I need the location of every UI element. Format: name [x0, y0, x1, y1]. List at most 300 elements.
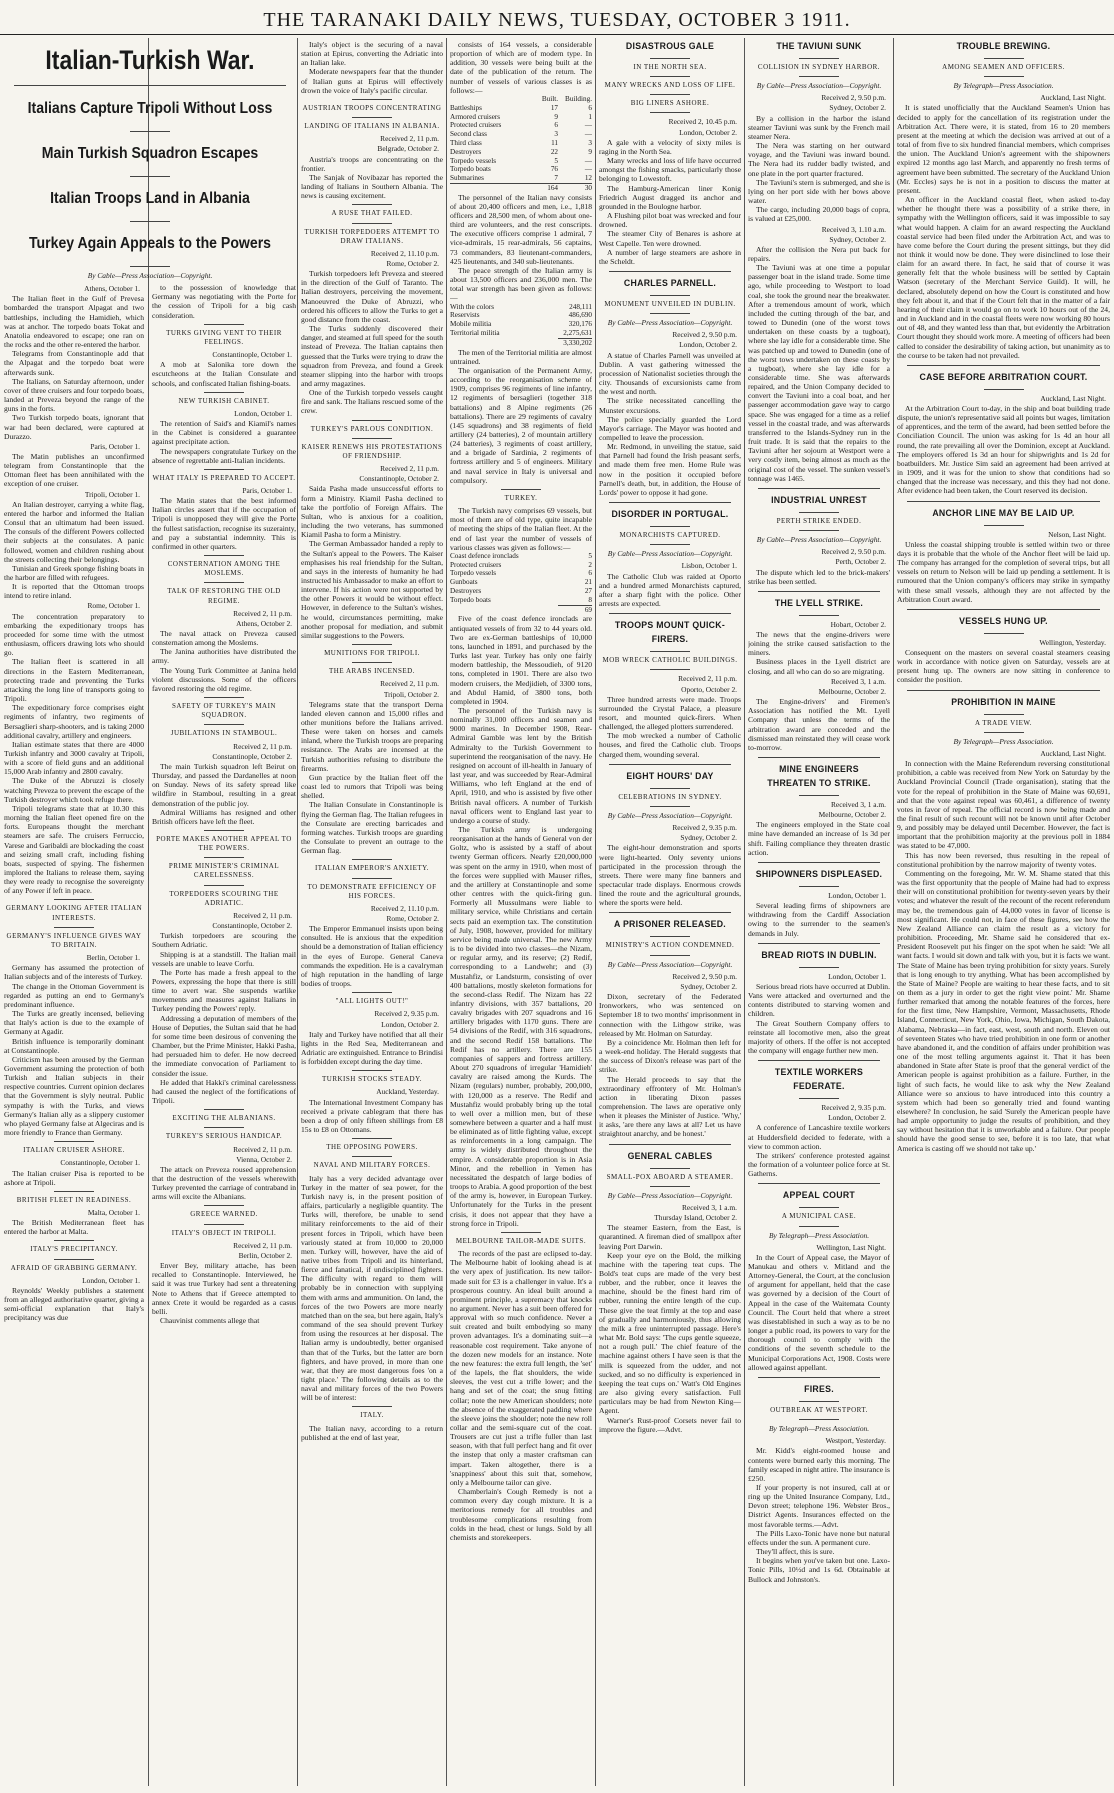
divider	[907, 609, 1100, 610]
dateline: London, October 2.	[828, 1113, 886, 1123]
paragraph: The main Turkish squadron left Beirut on Thursday, and passed the Dardanelles at noon on Sunday. News of its safety spread like wildfire in Stamboul, resulting in a great demonstration of the public joy.	[152, 761, 296, 808]
paragraph: The personnel of the Italian navy consists of about 20,400 officers and men, i.e., 1,818 officers and 28,500 men, of whom about one-third are volunteers, and the rest conscripts. The executive officers comprise 1 admiral, 7 vice-admirals, 15 rear-admirals, 56 captains, 73 commanders, 83 lieutenant-commanders, 425 lieutenants, and 340 sub-lieutenants.	[450, 192, 592, 266]
divider	[130, 266, 170, 267]
divider	[650, 806, 690, 807]
paragraph: The news that the engine-drivers were joining the strike caused satisfaction to the miners.	[748, 629, 890, 658]
byline: By Cable—Press Association—Copyright.	[607, 318, 733, 328]
paragraph: The Young Turk Committee at Janina held violent discussions. Some of the officers favored restoring the old regime.	[152, 665, 296, 693]
paragraph: The Taviuni was at one time a popular passenger boat in the island trade. Some time ago, while proceeding to Westport to load coal, she took the ground near the breakwater. After a tremendous amount of work, which included the cutting through of the bar, and towed to Dunedin (one of the worst tows undertaken on these coasts by a tugboat), where she lay idle for a considerable time. She was patched up and towed to Dunedin (one of the worst tows undertaken on these coasts by a tugboat), where she lay idle for a considerable time. She was afterwards repaired, and the Union Company decided to convert the Taviuni into a coal boat, and her passenger accommodation gave way to cargo space. She was engaged for a time as a relief vessel in the coastal trade, and was afterwards transferred to the Islands-Sydney run in the fruit trade. It is said that the repairs to the Taviuni after her sojourn at Westport were a very costly item, being almost as much as the original cost of the vessel. The sunken vessel's tonnage was 1465.	[748, 263, 890, 483]
dateline: Melbourne, October 2.	[818, 810, 886, 820]
table-cell: 7	[554, 174, 558, 183]
table-cell: Second class	[450, 130, 487, 139]
divider	[54, 1259, 94, 1260]
table-header	[450, 95, 592, 104]
dateline: Received 2, 11 p.m.	[233, 910, 292, 920]
table-row	[450, 311, 592, 320]
paragraph: The dispute which led to the brick-makers' strike has been settled.	[748, 567, 890, 586]
table-row	[450, 130, 592, 139]
paragraph: Criticism has been aroused by the German Government assuming the protection of both Turkish and Italian subjects in their respective countries. Current opinion declares that the Government is slyly neutral. Public sympathy is with the Turks, and views Germany's Italian ally as a slippery customer who played Germany false at Algeciras and is more friendly to France than Germany.	[4, 1054, 144, 1138]
paragraph: consists of 164 vessels, a considerable proportion of which are of modern type. In addition, 30 vessels were being built at the date of the publication of the return. The number of vessels of various classes is as follows:—	[450, 40, 592, 95]
section-subheadline: KAISER RENEWS HIS PROTESTATIONS OF FRIENDSHIP.	[301, 442, 443, 460]
section-subheadline: PERTH STRIKE ENDED.	[776, 516, 862, 525]
paragraph: The Engine-drivers' and Firemen's Association has notified the Mt. Lyell Company that unless the terms of the arbitration award are conceded and the dismissed man reinstated they will cease work to-morrow.	[748, 697, 890, 752]
table-cell: Torpedo boats	[450, 165, 491, 174]
section-subheadline: SMALL-POX ABOARD A STEAMER.	[606, 1172, 734, 1181]
section-headline: TURKISH STOCKS STEADY.	[321, 1075, 422, 1084]
paragraph: Shipping is at a standstill. The Italian mail vessels are unable to leave Corfu.	[152, 949, 296, 968]
paragraph: The strike necessitated cancelling the Munster excursions.	[599, 396, 741, 415]
section-subheadline: LANDING OF ITALIANS IN ALBANIA.	[304, 122, 440, 131]
table-cell: 6	[588, 103, 592, 112]
divider	[609, 912, 731, 913]
dateline: Thursday Island, October 2.	[654, 1213, 737, 1223]
section-headline: A RUSE THAT FAILED.	[331, 209, 413, 218]
section-headline: DISORDER IN PORTUGAL.	[611, 509, 729, 521]
paragraph: The Sanjak of Novibazar has reported the landing of Italians in Southern Albania. The news is causing excitement.	[301, 172, 443, 201]
paragraph: It begins when you've taken but one. Laxo-Tonic Pills, 10½d and 1s 6d. Obtainable at Bullock and Johnston's.	[748, 1556, 890, 1584]
dateline: Tripoli, October 2.	[383, 689, 439, 699]
divider	[609, 502, 731, 503]
column-6-body	[748, 40, 890, 1584]
section-subheadline: TALK OF RESTORING THE OLD REGIME.	[167, 587, 281, 605]
dateline: Auckland, Last Night.	[1040, 748, 1106, 758]
paragraph: A statue of Charles Parnell was unveiled at Dublin. A vast gathering witnessed the procession of Nationalist societies through the city. Thousands of excursionists came from the west and north.	[599, 350, 741, 397]
divider	[650, 295, 690, 296]
paragraph: The Turkish army is undergoing reorganisation at the hands of General von der Goltz, who is assisted by a staff of about twenty German officers. Nearly £20,000,000 was spent on the army in 1910, when most of the forces were supplied with Mauser rifles, and the artillery at Constantinople and some other centres with the quick-firing gun. Formerly all Mussulmans were liable to military service, while Christians and certain sects paid an exemption tax. The constitution of July, 1908, however, provided for military service being made universal. The new Army is to be divided into two classes—the Nizam, or regular army, and its reserve; (2) Redif, corresponding to a Landwehr; and (3) Mustahfiz, or Landsturm, consisting of over 400 battalions, mostly skeleton formations for the second-class Redif. The Nizam has 22 infantry divisions, with 357 battalions, 20 cavalry brigades with 207 squadrons and 16 artillery brigades with 1170 guns. There are 54 divisions of the Redif, with 316 squadrons, and the second Redif 158 battalions. The Redif has no artillery. There are 155 companies of sappers and fortress artillery. About 270 squadrons of irregular 'Hamidieh' cavalry are raised among the Kurds. The Nizam (regulars) number, probably, 200,000, with 120,000 as a reserve. The Redif and Mustahfiz would probably bring up the total to well over a million men, but of these somewhere between a quarter and a half must be eliminated as of little fighting value, except as reinforcements in a long campaign. The army is widely distributed throughout the empire. A considerable proportion is in Asia Minor, and the rebellion in Yemen has necessitated the despatch of large bodies of troops to Arabia. A good proportion of the best of the army is, however, in European Turkey. Unfortunately for the Turks in the present crisis, it does not appear that they have a strong force in Tripoli.	[450, 825, 592, 1228]
table-cell: Torpedo vessels	[450, 569, 497, 578]
table-cell: Destroyers	[450, 587, 482, 596]
table-total-cell: 69	[558, 605, 592, 614]
section-subheadline: AFRAID OF GRABBING GERMANY.	[10, 1263, 138, 1272]
table-row	[450, 569, 592, 578]
divider	[352, 1070, 392, 1071]
dateline: Received 2, 9.50 p.m.	[672, 971, 737, 981]
table-row	[450, 174, 592, 183]
dateline: Paris, October 1.	[90, 441, 140, 451]
paragraph: Mr. Redmond, in unveiling the statue, said that Parnell had found the Irish peasant serfs, and made them free men. Home Rule was now in the position it occupied before Parnell's death, but, in addition, the House of Lords' power to oppose it had gone.	[599, 442, 741, 497]
section-headline: CONSTERNATION AMONG THE MOSLEMS.	[167, 560, 281, 578]
divider	[352, 1406, 392, 1407]
table-cell: 17	[550, 103, 558, 112]
dateline: Auckland, Last Night.	[1040, 393, 1106, 403]
table-row	[450, 165, 592, 174]
paragraph: The Herald proceeds to say that the extraordinary effrontery of Mr. Holman's action in liberating Dixon passes comprehension. The laws are operative only when it pleases the Minister of Justice. 'Why,' it asks, 'are there any laws at all? Let us have straightout anarchy, and be honest.'	[599, 1074, 741, 1139]
paragraph: Enver Bey, military attache, has been recalled to Constantinople. Interviewed, he said it was true Turkey had sent a threatening Note to Athens that if Greece attempted to annex Crete it would be regarded as a casus belli.	[152, 1261, 296, 1316]
table-cell: Reservists	[450, 311, 480, 320]
section-subheadline: BIG LINERS ASHORE.	[630, 99, 710, 108]
section-headline: EXCITING THE ALBANIANS.	[172, 1114, 276, 1123]
dateline: Auckland, Last Night.	[1040, 93, 1106, 103]
divider	[799, 967, 839, 968]
paragraph: He added that Hakki's criminal carelessness had caused the neglect of the fortifications of Tripoli.	[152, 1077, 296, 1106]
table-cell: Submarines	[450, 174, 484, 183]
table-cell: 248,111	[569, 302, 592, 311]
section-headline: THE TAVIUNI SUNK	[776, 41, 862, 52]
section-subheadline: AMONG SEAMEN AND OFFICERS.	[942, 63, 1065, 71]
paragraph: The Taviuni's stern is submerged, and she is lying on her port side with her bows above water.	[748, 177, 890, 206]
table-cell: 9	[588, 147, 592, 156]
paragraph: Five of the coast defence ironclads are antiquated vessels of from 32 to 44 years old. Two are ex-German battleships of 10,000 tons, launched in 1891, and purchased by the Turks last year. Turkey has only one fairly modern battleship, the Messoudieh, of 9120 tons, completed in 1901. There are also two modern cruisers, the Medjidieh, of 3300 tons, and Abdul Hamid, of 3800 tons, both completed in 1904.	[450, 614, 592, 706]
section-headline: TORPEDOERS SCOURING THE ADRIATIC.	[169, 889, 279, 907]
table-row	[450, 320, 592, 329]
section-subheadline: GERMANY'S INFLUENCE GIVES WAY TO BRITAIN.	[6, 931, 142, 949]
column-1-split	[4, 283, 296, 1325]
dateline: Constantinople, October 1.	[212, 350, 292, 360]
section-headline: CASE BEFORE ARBITRATION COURT.	[919, 371, 1088, 383]
section-headline: FIRES.	[804, 1383, 834, 1395]
paragraph: The Emperor Emmanuel insists upon being consulted. He is anxious that the expedition should be a demonstration of Italian efficiency in the eyes of Europe. General Caneva commands the expedition. He is a cavalryman of high reputation in the handling of large bodies of troops.	[301, 924, 443, 989]
divider	[799, 76, 839, 77]
table-cell: Mobile militia	[450, 320, 492, 329]
dateline: London, October 1.	[828, 971, 886, 981]
table-total-cell: 3,330,202	[558, 338, 592, 347]
paragraph: Mr. Kidd's eight-roomed house and contents were burned early this morning. The family escaped in night attire. The insurance is £250.	[748, 1446, 890, 1483]
table-row	[450, 596, 592, 605]
divider	[204, 1127, 244, 1128]
divider	[650, 544, 690, 545]
paragraph: A number of large steamers are ashore in the Scheldt.	[599, 247, 741, 266]
divider	[352, 438, 392, 439]
divider	[130, 221, 170, 222]
paragraph: The Janina authorities have distributed the army.	[152, 647, 296, 666]
dateline: Received 2, 9.35 p.m.	[374, 1009, 439, 1019]
table-total-cell: 30	[558, 183, 592, 192]
paragraph: Italy's object is the securing of a naval station at Epirus, converting the Adriatic into an Italian lake.	[301, 40, 443, 68]
paragraph: Reynolds' Weekly publishes a statement from an alleged authoritative quarter, giving a semi-official explanation that Italy's precipitancy was due	[4, 1285, 144, 1323]
paragraph: The Italian fleet in the Gulf of Prevesa bombarded the transport Alpagat and two battleships, including the Hamidieh, which was at anchor. The torpedo boats Tokat and Anatolia endeavored to escape; one ran on the rocks and the other re-entered the harbor.	[4, 294, 144, 350]
section-subheadline: THE ARABS INCENSED.	[329, 667, 415, 676]
divider	[907, 690, 1100, 691]
paragraph: This has now been reversed, thus resulting in the repeal of constitutional prohibition by the narrow majority of twenty votes.	[897, 850, 1110, 869]
dateline: Malta, October 1.	[87, 1208, 140, 1217]
paragraph: Saida Pasha made unsuccessful efforts to form a Ministry. Kiamil Pasha declined to take the portfolio of Foreign Affairs. The Sultan, who is anxious for a coalition, including the two veterans, has summoned Kiamil Pasha to form a Ministry.	[301, 484, 443, 540]
table-cell: 21	[584, 578, 592, 587]
divider	[758, 943, 880, 944]
column-5	[599, 40, 741, 1770]
dateline: Received 2, 11.10 p.m.	[370, 903, 439, 913]
divider	[352, 223, 392, 224]
divider	[352, 992, 392, 993]
paragraph: The Catholic Club was raided at Oporto and a hundred armed Monarchists captured, after a sharp fight with the police. Other arrests are expected.	[599, 571, 741, 609]
table-total-cell	[450, 183, 524, 192]
dateline: Belgrade, October 2.	[377, 144, 439, 154]
divider	[907, 365, 1100, 366]
dateline: Sydney, October 2.	[680, 833, 737, 843]
paragraph: The concentration preparatory to embarking the expeditionary troops has proceeded for some time with the utmost enthusiasm, officers drawing lots who should go.	[4, 611, 144, 658]
dateline: London, October 1.	[828, 890, 886, 900]
dateline: Berlin, October 2.	[238, 1250, 292, 1260]
table-row	[450, 139, 592, 148]
divider	[758, 1060, 880, 1061]
divider	[799, 1419, 839, 1420]
dateline: Received 2, 9.50 p.m.	[672, 330, 737, 340]
paragraph: Dixon, secretary of the Federated Ironworkers, who was sentenced on September 18 to two months' imprisonment in connection with the Lithgow strike, was released by Mr. Holman on Saturday.	[599, 992, 741, 1038]
section-headline: ITALIAN EMPEROR'S ANXIETY.	[314, 864, 430, 873]
table-cell: Protected cruisers	[450, 560, 502, 569]
section-headline: MELBOURNE TAILOR-MADE SUITS.	[455, 1236, 587, 1245]
paragraph: Austria's troops are concentrating on the frontier.	[301, 154, 443, 173]
column-4	[450, 40, 592, 1770]
paragraph: Italy has a very decided advantage over Turkey in the matter of sea power, for the Turkish navy is, in the present position of affairs, particularly a negligible quantity. The Turks will, therefore, be unable to send military reinforcements to the aid of their present forces in Tripoli, which have been variously stated at from 10,000 to 20,000 men. Turkey will, however, have the aid of native tribes from Tripoli and its hinterland, fierce and fanatical, if undisciplined fighters. The difficulty with regard to them will probably be in connection with supplying them with arms and ammunition. On land, the forces of the two Powers are more nearly matched than on the sea, but here again, Italy's command of the sea should prevent Turkey from using the resources at her disposal. The Italian army is undoubtedly, better organised than that of the Turks, but the latter are born fighters, and have proved, in more than one war, that they are most dangerous foes 'on a tight place.' The following details as to the naval and military forces of the two Powers will be of interest:	[301, 1173, 443, 1403]
paragraph: Addressing a deputation of members of the House of Deputies, the Sultan said that he had for some time been desirous of convening the Chamber, but the Prime Minister, Hakki Pasha, had persuaded him to defer. He now decreed the immediate convocation of Parliament to consider the issue.	[152, 1013, 296, 1078]
section-headline: ITALY'S PRECIPITANCY.	[30, 1245, 118, 1254]
paragraph: The personnel of the Turkish navy is nominally 31,000 officers and seamen and 9000 marines. In December 1908, Rear-Admiral Gamble was lent by the British Admiralty to the Turkish Government to superintend the reorganisation of the navy. He resigned on account of ill-health in January of last year, and was succeeded by Rear-Admiral Williams, who left England at the end of April, 1910, and who is assisted by five other British naval officers. A number of Turkish naval officers went to England last year to undergo a course of study.	[450, 705, 592, 825]
table-total-row	[450, 183, 592, 192]
paragraph: Three hundred arrests were made. Troops surrounded the Crystal Palace, a pleasure resort, and mounted quick-firers. When challenged, the alleged plotters surrendered.	[599, 694, 741, 732]
paragraph: Admiral Williams has resigned and other British officers have left the fleet.	[152, 807, 296, 826]
data-table	[450, 303, 592, 348]
table-cell: 3	[554, 130, 558, 139]
table-cell: —	[584, 130, 592, 139]
section-subheadline: COLLISION IN SYDNEY HARBOR.	[757, 63, 881, 71]
divider	[907, 501, 1100, 502]
byline: By Telegraph—Press Association.	[768, 1230, 870, 1240]
dateline: Received 2, 10.45 p.m.	[668, 117, 737, 127]
dateline: Received 3, 1 a.m.	[681, 1202, 737, 1212]
paragraph: Several leading firms of shipowners are withdrawing from the Cardiff Association owing to the surrender to the seamen's demands in July.	[748, 901, 890, 938]
dateline: Received 2, 11 p.m.	[233, 1240, 292, 1250]
divider	[799, 615, 839, 616]
divider	[54, 1240, 94, 1241]
column-rule	[893, 38, 894, 1786]
divider	[204, 857, 244, 858]
paragraph: Turkish torpedoers are scouring the Southern Adriatic.	[152, 931, 296, 950]
paragraph: The expeditionary force comprises eight regiments of infantry, two regiments of Bersaglieri sharp-shooters, and is taking 2000 additional cavalry, artillery and engineers.	[4, 703, 144, 740]
section-headline: TURKEY.	[504, 493, 538, 502]
table-cell: 1	[588, 112, 592, 121]
divider	[352, 204, 392, 205]
dateline: Constantinople, October 2.	[212, 751, 292, 761]
dateline: Received 2, 9.35 p.m.	[821, 1103, 886, 1113]
dateline: London, October 2.	[679, 340, 737, 350]
paragraph: The Turkish navy comprises 69 vessels, but most of them are of old type, quite incapable of meeting the ships of the Italian fleet. At the end of last year the number of vessels of various classes was given as follows:—	[450, 506, 592, 552]
section-headline: BREAD RIOTS IN DUBLIN.	[761, 949, 877, 961]
paragraph: The organisation of the Permanent Army, according to the reorganisation scheme of 1909, comprises 96 regiments of line infantry, 12 regiments of bersaglieri (together 318 battalions) and 8 Alpine regiments (26 battalions). There are 29 regiments of cavalry (145 squadrons) and 38 regiments of field artillery (24 batteries), 2 of mountain artillery (24 batteries), 3 regiments of coast artillery, and a brigade of Sardinia, 2 regiments of fortress artillery and 5 of engineers. Military and naval service in Italy is universal and compulsory.	[450, 365, 592, 485]
section-subheadline: A TRADE VIEW.	[974, 718, 1033, 727]
paragraph: The naval attack on Preveza caused consternation among the Moslems.	[152, 629, 296, 648]
divider	[54, 927, 94, 928]
table-cell: —	[584, 156, 592, 165]
table-cell: Protected cruisers	[450, 121, 502, 130]
divider	[758, 1183, 880, 1184]
dateline: Oporto, October 2.	[681, 684, 737, 694]
paragraph: The attack on Preveza roused apprehension that the destruction of the vessels wherewith Turkey prevented the carriage of contraband in arms will excite the Albanians.	[152, 1164, 296, 1202]
paragraph: The Nera was starting on her outward voyage, and the Taviuni was inward bound. The Nera had its rudder badly twisted, and one plate in the port quarter fractured.	[748, 141, 890, 178]
table-row	[450, 104, 592, 113]
divider	[204, 830, 244, 831]
paragraph: Many wrecks and loss of life have occurred amongst the fishing smacks, particularly those belonging to Lowestoft.	[599, 156, 741, 184]
divider	[204, 555, 244, 556]
table-cell: 22	[550, 147, 558, 156]
section-headline: VESSELS HUNG UP.	[959, 615, 1048, 627]
dateline: Wellington, Yesterday.	[1039, 637, 1106, 647]
divider	[650, 526, 690, 527]
byline: By Cable—Press Association—Copyright.	[607, 959, 733, 969]
section-headline: ANCHOR LINE MAY BE LAID UP.	[932, 507, 1075, 519]
section-headline: NEW TURKISH CABINET.	[178, 396, 270, 405]
section-headline: TEXTILE WORKERS FEDERATE.	[774, 1067, 864, 1093]
paragraph: One of the Turkish torpedo vessels caught fire and sank. The Italians rescued some of the crew.	[301, 388, 443, 416]
dateline: Melbourne, October 2.	[818, 686, 886, 696]
paragraph: The Matin states that the best informed Italian circles assert that if the occupation of Tripoli is unopposed they will give the Porte the fullest satisfaction, recognise its suzerainty, and pay a substantial indemnity. This is confirmed in other quarters.	[152, 496, 296, 551]
section-subheadline: TURKISH TORPEDOERS ATTEMPT TO DRAW ITALIANS.	[304, 227, 440, 245]
dateline: Constantinople, October 1.	[60, 1158, 140, 1168]
section-headline: SAFETY OF TURKEY'S MAIN SQUADRON.	[172, 702, 276, 720]
paragraph: Germany has assumed the protection of Italian subjects and of the interests of Turkey.	[4, 963, 144, 982]
divider	[758, 591, 880, 592]
table-cell: Torpedo boats	[450, 596, 491, 605]
table-cell: 8	[588, 595, 592, 604]
column-4-body	[450, 40, 592, 1542]
paragraph: The cargo, including 20,000 bags of copra, is valued at £25,000.	[748, 205, 890, 224]
dateline: Tripoli, October 1.	[84, 489, 140, 499]
divider	[204, 324, 244, 325]
divider	[609, 1144, 731, 1145]
divider	[758, 488, 880, 489]
table-header-cell: Building.	[565, 94, 592, 103]
dateline: Received 2, 11 p.m.	[380, 679, 439, 689]
paragraph: The men of the Territorial militia are almost untrained.	[450, 347, 592, 366]
table-cell: —	[584, 165, 592, 174]
table-cell: Territorial militia	[450, 329, 500, 338]
paragraph: The Italian Consulate in Constantinople is flying the German flag. The Italian refugees in the Consulate are erecting barricades and forming watches. Turkish troops are guarding the Consulate to prevent an outrage to the German flag.	[301, 800, 443, 856]
dateline: Rome, October 1.	[87, 601, 140, 611]
paragraph: The Italian navy, according to a return published at the end of last year,	[301, 1423, 443, 1442]
table-row	[450, 121, 592, 130]
dateline: Lisbon, October 1.	[681, 561, 737, 571]
section-headline: MUNITIONS FOR TRIPOLI.	[324, 649, 420, 658]
table-cell: 5	[588, 551, 592, 560]
divider	[799, 1098, 839, 1099]
paragraph: By a coincidence Mr. Holman then left for a week-end holiday. The Herald suggests that the success of Dixon's release was part of the strike.	[599, 1037, 741, 1075]
section-headline: INDUSTRIAL UNREST	[771, 494, 867, 506]
table-cell: 486,690	[568, 311, 592, 320]
divider	[799, 886, 839, 887]
paragraph: Turkish torpedoers left Preveza and steered in the direction of the Gulf of Taranto. The Italian destroyers, perceiving the movement, Manoeuvred the Duke of Abruzzi, who ordered his officers to allow the Turks to get a good distance from the coast.	[301, 269, 443, 324]
dateline: Hobart, October 2.	[830, 619, 886, 629]
table-total-label	[450, 605, 558, 614]
dateline: Received 2, 11 p.m.	[233, 1144, 292, 1154]
paragraph: Commenting on the foregoing, Mr. W. M. Shame stated that this was the first opportunity that the people of Maine had had to express their will on constitutional prohibition for twenty-seven years by their votes; and whatever the result of the recount of the recent referendum may be, the tremendous gain of 44,000 votes in favor of license is most significant. He could not, in face of these figures, see how the New Zealand Alliance can claim the result as a victory for prohibition. Proceeding, Mr. Shame said he considered that ex-President Roosevelt put his finger on the spot when he said: 'We all want facts. I would sit down and talk with you, but it is facts we want. The State of Maine has been trying prohibition for sixty years. Surely that is long enough to try anything. What has been accomplished by the State of Maine? People are waiting to hear these facts, and to sit on them as a jury in order to get the right view point.' Mr. Shame further remarked that among the notable features of the forces, here for the first time, New Hampshire, Vermont, Massachusetts, Rhode Island, Connecticut, New York, Ohio, Iowa, Michigan, South Dakota, Alabama, Nebraska—in fact, east, west, south and north. Eleven out of seventeen States who have tried prohibition in one form or another have abandoned it, and the condition of affairs under prohibition was one of the most telling arguments against it. That it has been abandoned in State after State is proof that the general verdict of the American people is against prohibition as a failure. Further, in the light of such facts, he would like to ask why the New Zealand Alliance were so anxious to have introduced into this country a system which had been so generally tried and found wanting elsewhere? In conclusion, he said 'Surely the American people have had ample opportunity to judge the results of prohibition, and they say without hesitation that it is unworkable and a failure. Our people should have the good sense to see, before it is too late, that what America is casting off we should not take up.'	[897, 868, 1110, 1153]
paragraph: The Porte has made a fresh appeal to the Powers, expressing the hope that there is still time to avert war. She suspends warlike movements and measures against Italians in Turkey pending the Powers' reply.	[152, 967, 296, 1014]
table-cell: 2	[588, 560, 592, 569]
divider	[650, 1168, 690, 1169]
dateline: London, October 1.	[234, 408, 292, 418]
table-row	[450, 148, 592, 157]
table-row	[450, 329, 592, 338]
divider	[799, 530, 839, 531]
table-row	[450, 578, 592, 587]
table-cell: —	[584, 121, 592, 130]
table-cell: 12	[584, 174, 592, 183]
dateline: Received 2, 11 p.m.	[233, 741, 292, 751]
byline: By Cable—Press Association—Copyright.	[607, 1190, 733, 1200]
divider	[758, 1377, 880, 1378]
divider	[54, 1141, 94, 1142]
paragraph: Consequent on the masters on several coastal steamers ceasing work in accordance with notice given on Saturday, vessels are at present hung up. The owners are now sitting in conference to consider the position.	[897, 647, 1110, 685]
byline: By Telegraph—Press Association.	[953, 81, 1054, 91]
paragraph: A conference of Lancashire textile workers at Huddersfield decided to federate, with a view to common action.	[748, 1123, 890, 1151]
divider	[984, 525, 1024, 526]
headline: Italians Capture Tripoli Without Loss	[27, 100, 273, 117]
paragraph: In the Court of Appeal case, the Mayor of Manukau and others v. Mitland and the Attorney-General, the Court, at the conclusion of argument for appellant, held that the case was governed by a decision of the Court of Appeal in the case of the Waitemata County Council. The Court held that where a street was disestablished in such a way as to be no longer a public road, its powers to vary for the thorough council to comply with the conditions of the seventh schedule to the Municipal Corporations Act, 1908. Costs were allowed against appellant.	[748, 1252, 890, 1372]
dateline: Wellington, Last Night.	[816, 1242, 886, 1252]
section-headline: TROUBLE BREWING.	[956, 41, 1051, 52]
divider	[984, 633, 1024, 634]
byline: By Telegraph—Press Association.	[768, 1424, 870, 1434]
dateline: Received 2, 11 p.m.	[678, 674, 737, 684]
paragraph: The Great Southern Company offers to reinstate all locomotive men, also the great majority of others. If the offer is not accepted the company will engage further new men.	[748, 1018, 890, 1055]
table-cell: Third class	[450, 138, 482, 147]
paragraph: By a collision in the harbor the island steamer Taviuni was sunk by the French mail steamer Nera.	[748, 113, 890, 141]
paragraph: Serious bread riots have occurred at Dublin. Vans were attacked and overturned and the contents distributed to starving women and children.	[748, 981, 890, 1019]
section-subheadline: NAVAL AND MILITARY FORCES.	[313, 1161, 431, 1170]
divider	[650, 112, 690, 113]
dateline: Received 2, 11 p.m.	[380, 464, 439, 474]
table-cell: 27	[584, 587, 592, 596]
paragraph: It is stated unofficially that the Auckland Seamen's Union has decided to apply for the cancellation of its registration under the Arbitration Act. There were, it is stated, from 16 to 20 members present at the meeting at which the decision was arrived at out of a total of from five to six hundred financial members, which comprises the union. The Auckland Union's agreement with the shipowners expired 12 months ago last March, and apparently no fresh terms of agreement have been submitted. The secretary of the Auckland Union (Mr. Eccles) says he is not in a position to discuss the matter at present.	[897, 103, 1110, 195]
divider	[501, 489, 541, 490]
table-cell: Armored cruisers	[450, 112, 501, 121]
divider	[130, 131, 170, 132]
divider	[352, 1156, 392, 1157]
divider	[352, 644, 392, 645]
paragraph: The Hamburg-American liner Konig Friedrich August dragged its anchor and grounded in the Boulogne harbor.	[599, 183, 741, 211]
table-row	[450, 303, 592, 312]
table-header-cell	[450, 95, 524, 104]
divider	[352, 878, 392, 879]
paragraph: British influence is temporarily dominant at Constantinople.	[4, 1036, 144, 1055]
paragraph: The engineers employed in the State coal mine have demanded an increase of 1s 3d per shift. Failing compliance they threaten drastic action.	[748, 820, 890, 857]
table-cell: 6	[588, 569, 592, 578]
paragraph: The Turks suddenly discovered their danger, and steamed at full speed for the south instead of Preveza. The Italian captains then guessed that the Turks were trying to draw the squadron from Preveza, and found a Greek steamer slipping into the harbor with troops and army magazines.	[301, 324, 443, 388]
section-headline: SHIPOWNERS DISPLEASED.	[755, 868, 883, 880]
paragraph: In connection with the Maine Referendum reversing constitutional prohibition, a cable was received from New York on Saturday by the Auckland Provincial Council (Trade organisation), stating that the vote for the repeal of prohibition in the State of Maine was 60,691, and that the vote against repeal was 60,461, a difference of twenty votes in favor of repeal. The official record is now being made and the final result of such recount will not be known until after October 9, and possibly may be delayed until December. However, the fact is important that the prohibition majority at the previous poll in 1884 was stated to be 47,000.	[897, 759, 1110, 851]
table-row	[450, 113, 592, 122]
byline: By Telegraph—Press Association.	[953, 736, 1054, 746]
dateline: Sydney, October 2.	[680, 981, 737, 991]
paragraph: The German Ambassador handed a reply to the Sultan's appeal to the Powers. The Kaiser emphasises his real friendship for the Sultan, and says in the interests of humanity he had instructed his Ambassador to make an effort to intervene. If his action were not supported by the other Powers it would be without effect. However, in deference to the Sultan's wishes, he would, circumstances permitting, make another proposal for mediation, and submit similar suggestions to the Powers.	[301, 539, 443, 640]
section-headline: PORTE MAKES ANOTHER APPEAL TO THE POWERS.	[156, 834, 292, 853]
table-cell: 9	[554, 112, 558, 121]
section-headline: THE LYELL STRIKE.	[774, 597, 864, 609]
divider	[650, 788, 690, 789]
table-cell: 5	[554, 156, 558, 165]
dateline: Received 2, 9.50 p.m.	[821, 547, 886, 557]
dateline: Received 2, 11 p.m.	[380, 134, 439, 144]
paragraph: A Flushing pilot boat was wrecked and four drowned.	[599, 211, 741, 230]
dateline: Vienna, October 2.	[236, 1154, 292, 1164]
section-headline: GENERAL CABLES	[627, 1150, 713, 1162]
paragraph: Tunisian and Greek sponge fishing boats in the harbor are filled with refugees.	[4, 563, 144, 582]
paragraph: The International Investment Company has received a private cablegram that there has been a drop of only fifteen shillings from £8 15s to £8 on Ottomans.	[301, 1097, 443, 1135]
paragraph: Keep your eye on the Bold, the milking machine with the tapering teat cups. The Bold's teat cups are made of the very best rubber, and the rubber, once it leaves the machine, should be the finest hard rim of rubber, running the entire length of the cup. These give the teat firmly at the top and ease of gradually and harmoniously, thus allowing the milk a free uninterrupted passage. Here's what Mr. Bold says: 'The cups gentle squeeze, not a rough pull.' The chief feature of the machine against others I have seen is that the milk is squeezed from the udder, and not sucked, and so no difficulty is experienced in keeping the teat cups on.' Watt's Old Engines are also giving every satisfaction. Full particulars may be had from Newton King—Agent.	[599, 1250, 741, 1416]
divider	[650, 1186, 690, 1187]
dateline: Received 2, 11 p.m.	[233, 608, 292, 618]
column-1-body	[4, 283, 144, 1325]
paragraph: to the possession of knowledge that Germany was negotiating with the Porte for the cession of Tripoli for a big cash consideration.	[152, 283, 296, 320]
table-cell: Torpedo vessels	[450, 156, 497, 165]
divider	[54, 899, 94, 900]
paragraph: It is reported that the Ottoman troops intend to retire inland.	[4, 582, 144, 601]
section-subheadline: ITALY'S OBJECT IN TRIPOLI.	[171, 1228, 277, 1237]
section-headline: TURKS GIVING VENT TO THEIR FEELINGS.	[166, 328, 282, 346]
dateline: Perth, October 2.	[835, 557, 886, 567]
paragraph: The Duke of the Abruzzi is closely watching Preveza to prevent the escape of the Turkish destroyer which took refuge there.	[4, 776, 144, 804]
dateline: Athens, October 1.	[84, 284, 140, 294]
divider	[650, 313, 690, 314]
paragraph: Business places in the Lyell district are closing, and all who can do so are migrating.	[748, 657, 890, 676]
